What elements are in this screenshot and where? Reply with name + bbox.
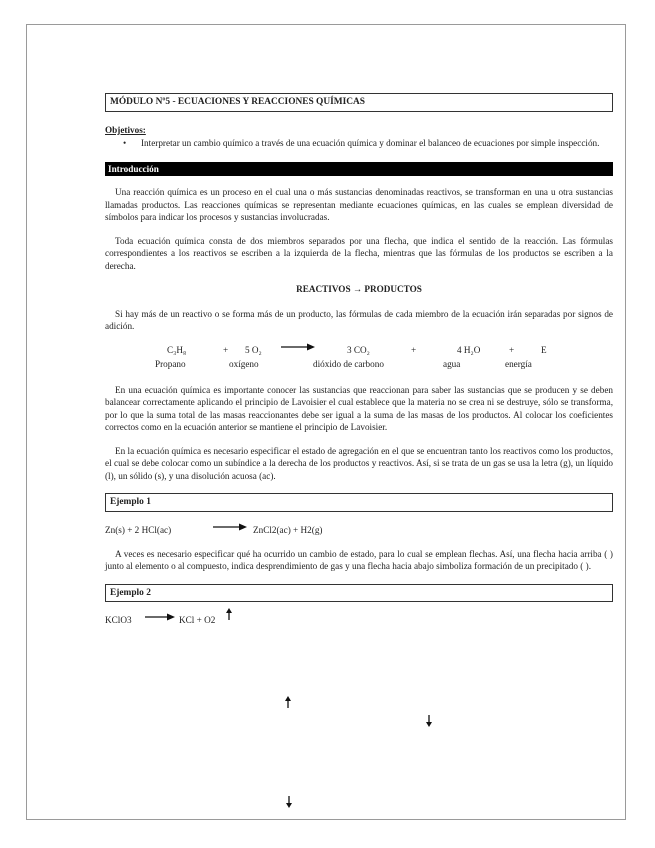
eq-label: Propano [155,358,186,369]
example1-title: Ejemplo 1 [105,493,613,512]
example2-equation [105,614,613,628]
objective-item [123,137,613,150]
objectives-heading: Objetivos: [105,124,146,135]
down-arrow-icon [285,796,293,812]
down-arrow-icon [425,715,433,731]
eq-label: dióxido de carbono [313,358,384,369]
eq-label: agua [443,358,461,369]
reaction-arrow-icon [213,521,247,537]
example2-reactants: KClO3 [105,615,132,625]
up-arrow-icon [284,696,292,712]
example1-products: ZnCl2(ac) + H2(g) [253,524,323,535]
example2-products: KCl + O2 [179,615,216,625]
eq-term: 5 O₂ [245,344,262,355]
eq-plus: + [509,344,515,355]
eq-term: E [541,344,547,355]
module-title: MÓDULO Nº5 - ECUACIONES Y REACCIONES QUÍMICAS [105,93,613,112]
eq-term: 3 CO₂ [347,344,370,355]
eq-label: oxígeno [229,358,259,369]
eq-plus: + [411,344,417,355]
eq-term: C₃H₈ [167,344,187,355]
document-page [26,24,626,820]
reaction-scheme: REACTIVOS → PRODUCTOS [296,284,422,294]
paragraph: En la ecuación química es necesario especificar el estado de agregación en el que se encuentran tanto los reactivos como los productos, el cual se debe colocar como un subíndice a la derecha de los productos y reactivos. Así, si se trata de un gas se usa la letra (g), un líquido (l), un sólido (s), y una disolución acuosa (ac). [105,445,613,481]
eq-term: 4 H₂O [457,344,481,355]
paragraph: Si hay más de un reactivo o se forma más de un producto, las fórmulas de cada miembro de la ecuación irán separadas por signos de adición. [105,308,613,331]
example2-title: Ejemplo 2 [105,584,613,603]
objective-text: Interpretar un cambio químico a través de una ecuación química y dominar el balanceo de ecuaciones por simple inspección. [141,138,600,148]
reaction-arrow-icon [145,611,175,627]
eq-label: energía [505,358,532,369]
eq-plus: + [223,344,229,355]
reaction-arrow-icon [281,341,315,357]
intro-heading: Introducción [105,162,613,177]
paragraph: Una reacción química es un proceso en el cual una o más sustancias denominadas reactivos, se transforman en una u otra sustancias llamadas productos. Las reacciones químicas se representan mediante ecuaciones químicas, en las cuales se emplean diversidad de símbolos para indicar los procesos y sustancias involucradas. [105,187,613,222]
example1-equation [105,524,613,538]
bullet-icon: • [123,138,127,148]
paragraph: A veces es necesario especificar qué ha ocurrido un cambio de estado, para lo cual se emplean flechas. Así, una flecha hacia arriba ( ) junto al elemento o al compuesto, indica desprendimiento de gas y una flecha hacia abajo simboliza formación de un precipitado ( ). [105,548,613,571]
up-arrow-icon [225,608,233,624]
propane-equation [105,344,613,374]
example1-reactants: Zn(s) + 2 HCl(ac) [105,524,172,535]
paragraph: Toda ecuación química consta de dos miembros separados por una flecha, que indica el sentido de la reacción. Las fórmulas correspondientes a los reactivos se escriben a la izquierda de la flecha, mientras que las fórmulas de los productos se escriben a la derecha. [105,235,613,271]
document-content [105,93,613,638]
paragraph: En una ecuación química es importante conocer las sustancias que reaccionan para saber las sustancias que se producen y se deben balancear correctamente aplicando el principio de Lavoisier el cual establece que la materia no se crea ni se destruye, sólo se transforma, por lo que la suma total de las masas reaccionantes debe ser igual a la suma de las masas de los productos. Al colocar los coeficientes correctos como en la ecuación anterior se mantiene el principio de Lavoisier. [105,384,613,432]
